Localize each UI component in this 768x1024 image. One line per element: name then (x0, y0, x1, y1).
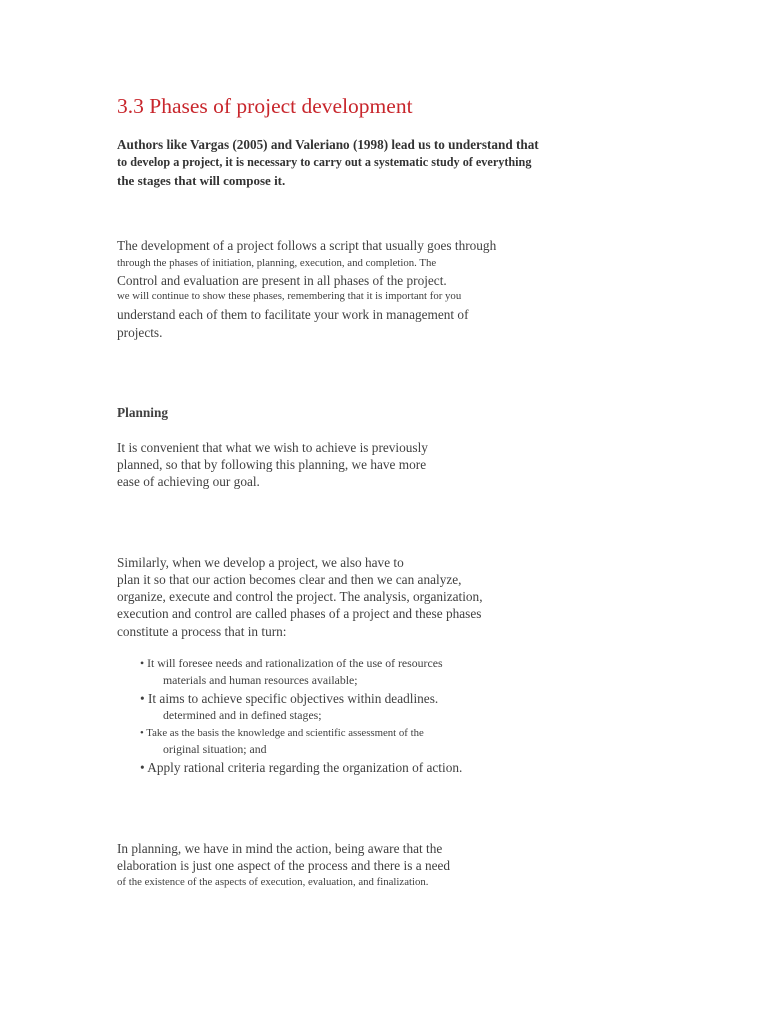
intro-line-4: we will continue to show these phases, remembering that it is important for you (117, 290, 462, 302)
lead-line-2: to develop a project, it is necessary to carry out a systematic study of everything (117, 155, 532, 169)
bullet-item-3: • Take as the basis the knowledge and scientific assessment of the (140, 727, 424, 739)
intro-line-5: understand each of them to facilitate your work in management of (117, 307, 469, 322)
intro-line-3: Control and evaluation are present in all phases of the project. (117, 273, 447, 288)
bullet-item-3-cont: original situation; and (163, 742, 267, 756)
bullet-item-1: • It will foresee needs and rationalization of the use of resources (140, 656, 443, 670)
intro-line-1: The development of a project follows a script that usually goes through (117, 238, 497, 253)
planning-line-1: It is convenient that what we wish to achieve is previously (117, 440, 428, 455)
similarly-line-4: execution and control are called phases of a project and these phases (117, 606, 482, 621)
similarly-line-3: organize, execute and control the project. The analysis, organization, (117, 589, 483, 604)
planning-line-3: ease of achieving our goal. (117, 474, 260, 489)
bullet-item-2: • It aims to achieve specific objectives within deadlines. (140, 691, 439, 706)
planning-heading: Planning (117, 405, 168, 420)
planning-line-2: planned, so that by following this planning, we have more (117, 457, 427, 472)
final-line-3: of the existence of the aspects of execution, evaluation, and finalization. (117, 876, 429, 888)
intro-line-6: projects. (117, 325, 163, 340)
similarly-line-2: plan it so that our action becomes clear and then we can analyze, (117, 572, 462, 587)
bullet-item-2-cont: determined and in defined stages; (163, 708, 322, 722)
final-line-1: In planning, we have in mind the action, being aware that the (117, 841, 443, 856)
section-title: 3.3 Phases of project development (117, 94, 413, 118)
similarly-line-5: constitute a process that in turn: (117, 624, 287, 639)
final-line-2: elaboration is just one aspect of the process and there is a need (117, 858, 451, 873)
lead-line-3: the stages that will compose it. (117, 173, 286, 188)
bullet-item-1-cont: materials and human resources available; (163, 673, 358, 687)
lead-line-1: Authors like Vargas (2005) and Valeriano (1998) lead us to understand that (117, 137, 539, 152)
intro-line-2: through the phases of initiation, planning, execution, and completion. The (117, 257, 437, 269)
bullet-item-4: • Apply rational criteria regarding the organization of action. (140, 760, 463, 775)
similarly-line-1: Similarly, when we develop a project, we also have to (117, 555, 404, 570)
